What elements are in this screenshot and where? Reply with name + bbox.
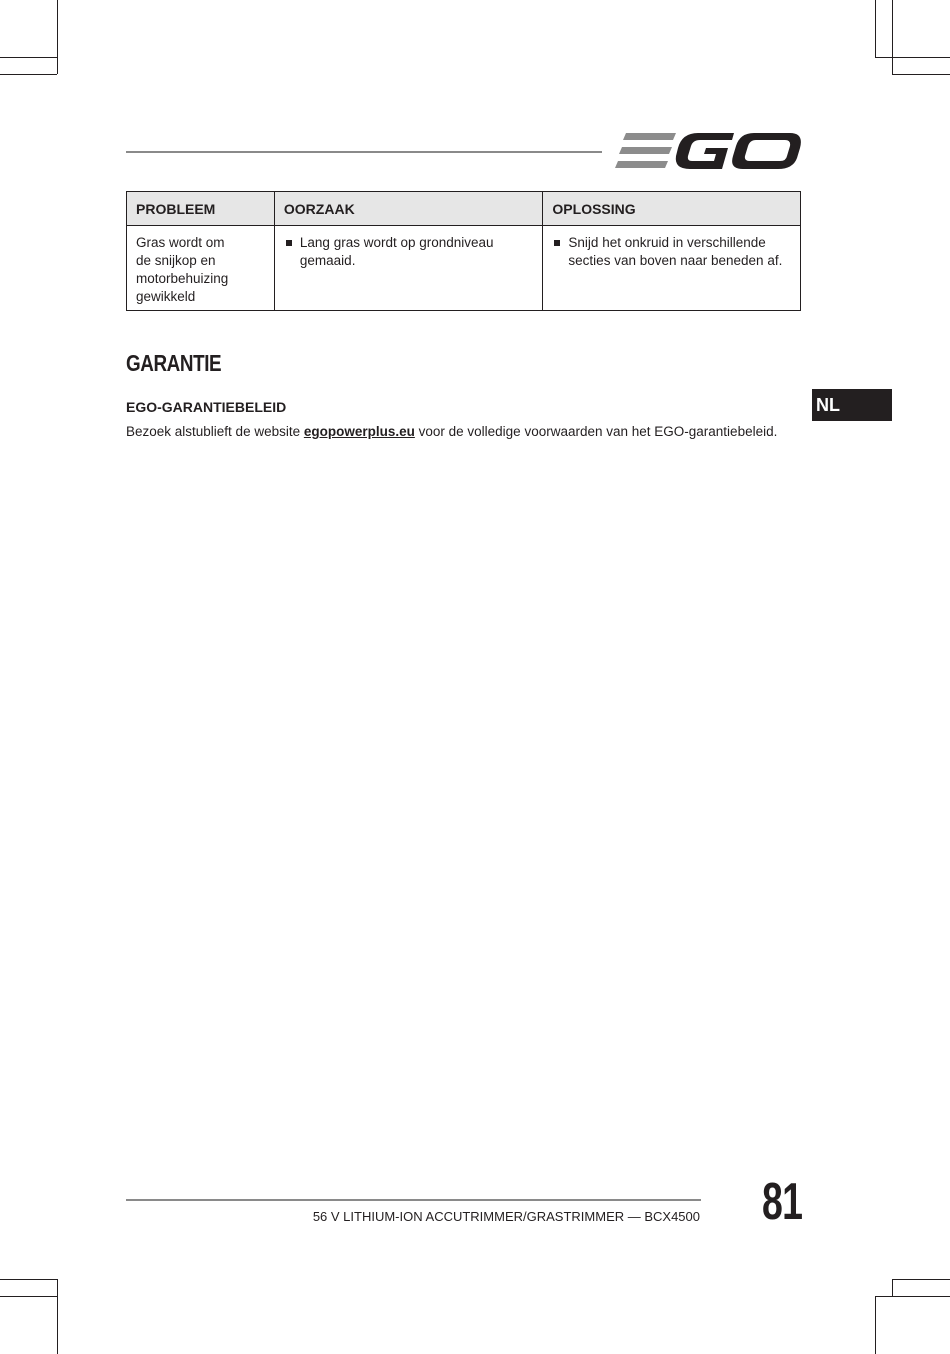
cause-text: Lang gras wordt op grondniveau gemaaid. bbox=[299, 235, 494, 268]
crop-mark bbox=[892, 1279, 950, 1280]
crop-mark bbox=[0, 1296, 57, 1297]
footer-product-name: 56 V LITHIUM-ION ACCUTRIMMER/GRASTRIMMER — BCX4500 bbox=[312, 1209, 700, 1224]
crop-mark bbox=[875, 1296, 950, 1297]
website-link[interactable]: egopowerplus.eu bbox=[303, 424, 415, 439]
warranty-text-after: voor de volledige voorwaarden van het EGO-garantiebeleid. bbox=[414, 424, 778, 439]
header-rule bbox=[126, 151, 602, 153]
crop-mark bbox=[892, 1279, 893, 1296]
crop-mark bbox=[0, 57, 57, 58]
table-header-row bbox=[127, 192, 801, 226]
cell-solution bbox=[543, 226, 801, 311]
bullet-item bbox=[552, 234, 791, 270]
ego-logo bbox=[614, 126, 804, 176]
header-cause: OORZAAK bbox=[274, 192, 543, 226]
footer-rule bbox=[126, 1199, 701, 1201]
warranty-text-before: Bezoek alstublieft de website bbox=[126, 424, 304, 439]
crop-mark bbox=[57, 0, 58, 74]
cell-problem bbox=[127, 226, 275, 311]
crop-mark bbox=[892, 74, 950, 75]
bullet-icon bbox=[286, 240, 292, 246]
troubleshooting-table bbox=[126, 191, 801, 311]
warranty-subtitle: EGO-GARANTIEBELEID bbox=[126, 399, 287, 415]
header-problem: PROBLEEM bbox=[127, 192, 275, 226]
crop-mark bbox=[0, 74, 57, 75]
crop-mark bbox=[57, 1279, 58, 1354]
crop-mark bbox=[875, 1296, 876, 1354]
crop-mark bbox=[875, 57, 950, 58]
solution-text: Snijd het onkruid in verschillende secties van boven naar beneden af. bbox=[568, 235, 783, 268]
language-tab: NL bbox=[812, 389, 892, 421]
bullet-item bbox=[284, 234, 534, 270]
crop-mark bbox=[0, 1279, 57, 1280]
crop-mark bbox=[892, 0, 893, 74]
cell-cause bbox=[274, 226, 543, 311]
table-row bbox=[127, 226, 801, 311]
section-title: GARANTIE bbox=[126, 350, 222, 376]
crop-mark bbox=[875, 0, 876, 57]
warranty-text bbox=[126, 424, 777, 439]
problem-text: Gras wordt om de snijkop en motorbehuizing gewikkeld bbox=[136, 235, 229, 304]
page-number: 81 bbox=[762, 1173, 803, 1231]
header-solution: OPLOSSING bbox=[543, 192, 801, 226]
bullet-icon bbox=[554, 240, 560, 246]
